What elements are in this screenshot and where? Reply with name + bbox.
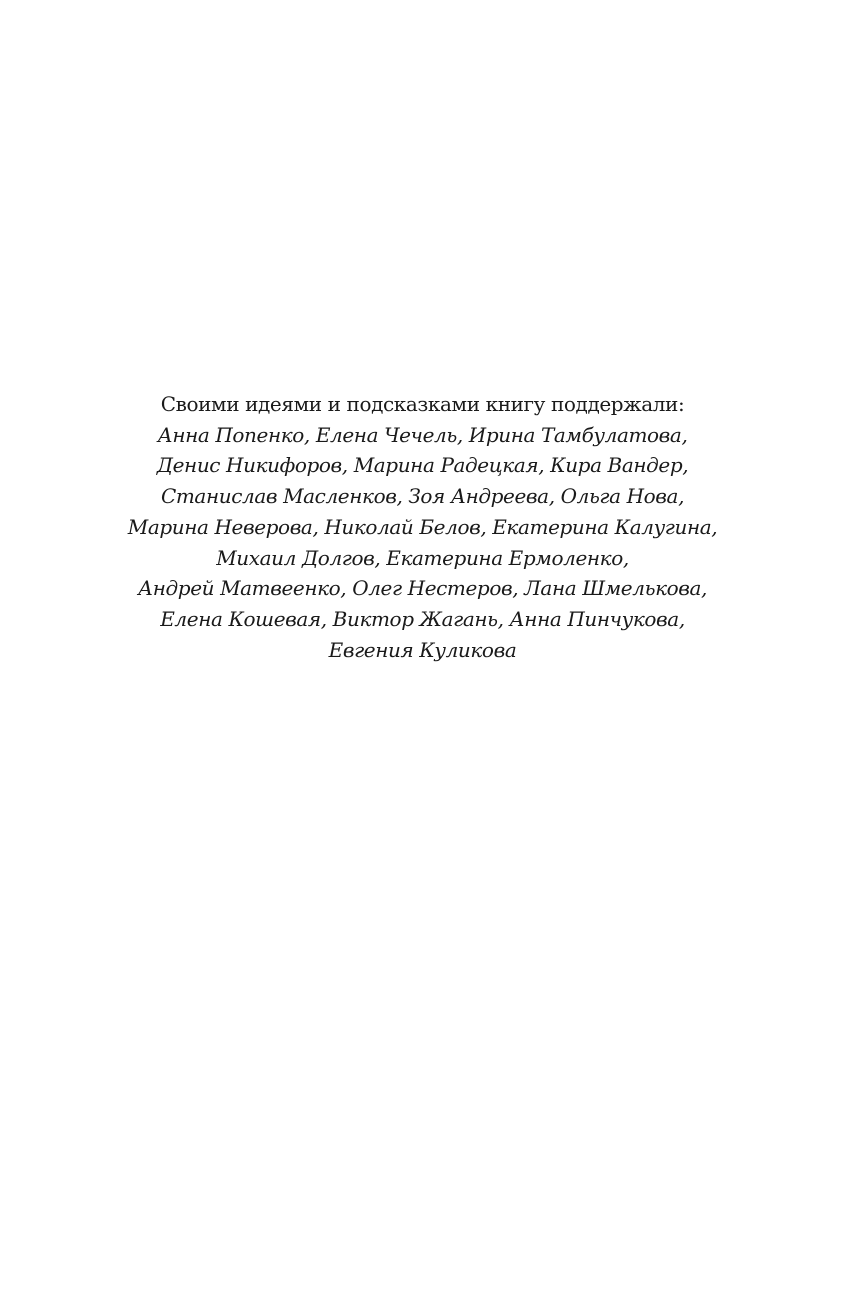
- acknowledgments-heading: Своими идеями и подсказками книгу поддержали:: [160, 392, 685, 416]
- names-line: Евгения Куликова: [328, 637, 517, 662]
- names-line: Денис Никифоров, Марина Радецкая, Кира Вандер,: [156, 453, 689, 478]
- names-line: Елена Кошевая, Виктор Жагань, Анна Пинчукова,: [160, 606, 685, 631]
- acknowledgments-block: [0, 389, 845, 665]
- names-line: Андрей Матвеенко, Олег Нестеров, Лана Шмелькова,: [138, 576, 707, 601]
- names-line: Анна Попенко, Елена Чечель, Ирина Тамбулатова,: [157, 422, 688, 447]
- names-line: Марина Неверова, Николай Белов, Екатерина Калугина,: [127, 514, 718, 539]
- names-line: Михаил Долгов, Екатерина Ермоленко,: [216, 545, 629, 570]
- names-line: Станислав Масленков, Зоя Андреева, Ольга Нова,: [160, 484, 685, 509]
